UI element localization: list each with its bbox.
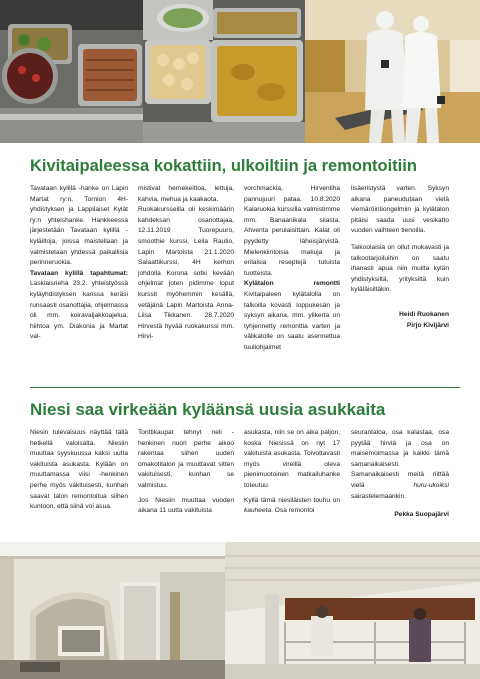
ceiling-renovation-photo bbox=[225, 542, 480, 679]
article-2-col-1-paragraph: Niesin tulevaisuus näyttää tällä hetkellä valoisalta. Niesiin muuttaa syyskuussa kaksi uutta vakituista asukasta. Kylään on muuttamassa viisi -henkinen perhe myös vakituisesti, kunhan saavat talon remontoitua siihen kuntoon, että siinä voi asua. bbox=[30, 429, 128, 511]
article-1-col-1-paragraph-2 bbox=[30, 269, 128, 343]
article-2-column-1 bbox=[30, 428, 128, 532]
article-2-column-4 bbox=[351, 428, 449, 532]
subheading-tavataan: Tavataan kylillä tapahtumat: bbox=[30, 269, 128, 277]
article-1-col-2-paragraph: mistivat hernekeittoa, lettuja, kahvia, mehua ja kaakaota. bbox=[138, 185, 234, 203]
article-2-col-3-text-b: . Osa remontoi bbox=[271, 507, 315, 515]
article-2-col-3-text-a: Kyllä tämä niesiläisten touhu on bbox=[244, 496, 340, 504]
article-2-col-2-paragraph-2: Jos Niesiin muuttaa vuoden aikana 11 uutta vakituista bbox=[138, 496, 234, 515]
article-2-col-2-paragraph: Tonttikaupat tehnyt neli -henkinen nuori perhe aikoo rakentaa siihen uuden omakotitalon ja muuttavat sitten vakituisesti, kunhan se valmistuu. bbox=[138, 429, 234, 489]
article-1-col-3-paragraph: vorchmackia, Hirvenliha pannujuuri pataa. 10.8.2020 Kalaruokia kurssilla valmistimme mm. Banaanikala siiasta, Ahventa perulaisittain. Kalat oli pyydetty läheisjärvistä. Mielenkiintoisia makuja ja erilaisia reseptejä tutuista tuotteista. bbox=[244, 185, 340, 277]
article-1-column-2 bbox=[138, 184, 234, 378]
article-2-col-4-paragraph bbox=[351, 428, 449, 502]
article-2-col-4-text-a: seurantaloa, osa kalastaa, osa pyytää hirviä ja osa on maisemoimassa ja kaikki tämä samanaikaisesti. Samanaikaisesti meitä riittää vielä bbox=[351, 429, 449, 489]
article-2-col-3-paragraph: asukasta, niin se on aika paljon, koska Niesissä on nyt 17 vakituista asukasta. Toivottavasti myös vireillä oleva pienimuotoinen matkailuhanke toteutuu. bbox=[244, 429, 340, 489]
article-1-col-1-text: Laskiaisrieha 23.2. yhteistyössä kyläyhdistyksen kanssa keräsi runsaasti osanottajia, ohjelmassa oli mm. koiravaljakkoajelua, hiihtoa ym. Diakonia ja Martat val- bbox=[30, 280, 128, 341]
article-1-col-4-paragraph-2: Talkoolaisia on ollut mukavasti ja talkootarjoiluihin on saatu ihanasti apua niin muilta kylän yhdistyksiltä, yrityksiltä kuin kyläläisiltäkin. bbox=[351, 243, 449, 294]
author-signature-3: Pekka Suopajärvi bbox=[394, 511, 449, 519]
subheading-kylatalon-remontti: Kylätalon remontti bbox=[244, 280, 340, 288]
article-2-column-2 bbox=[138, 428, 234, 532]
article-1-col-2-paragraph-2: Ruokakursseilla oli keskimäärin kahdeksan osanottajaa, 12.11.2019 Tuorepuuro, smoothie kurssi, Leila Rautio, Lapin Martoista 21.1.2020 Salaattikurssi, 4H kerhon johdolla Korona sotki kevään ohjelmat joten pidimme loput kurssit myöhemmin kesällä, vetäjänä Lapin Martoista Anna-Liisa Tikkanen. 28.7.2020 Hirvestä hyvää ruokakurssi mm. Hirvi- bbox=[138, 206, 234, 341]
article-1-column-1 bbox=[30, 184, 128, 378]
article-1-headline: Kivitaipaleessa kokattiin, ulkoiltiin ja remontoitiin bbox=[30, 157, 417, 175]
article-2-column-3 bbox=[244, 428, 340, 532]
article-1-column-4 bbox=[351, 184, 449, 378]
article-divider bbox=[30, 387, 460, 388]
food-trays-photo bbox=[0, 0, 143, 143]
article-2-headline: Niesi saa virkeään kyläänsä uusia asukkaita bbox=[30, 400, 386, 419]
protective-suits-photo bbox=[305, 0, 480, 143]
article-2-col-4-text-b: sairastelemaankin. bbox=[351, 492, 406, 500]
article-1-col-1-paragraph: Tavataan kylillä -hanke on Lapin Martat ry:n, Tornion 4H-yhdistyksen ja Lappilaiset Kylät ry:n yhteishanke. Hankkeessa järjestetään Tavataan kylillä -kyläiltoja, joissa maistellaan ja valmistetaan yhdessä paikallisia perinneruokia. bbox=[30, 185, 128, 267]
article-2-col-3-paragraph-2 bbox=[244, 496, 340, 517]
kitchen-renovation-photo bbox=[0, 542, 225, 679]
author-signature-2: Pirjo Kivijärvi bbox=[406, 321, 449, 329]
article-2-col-4-italic: huru-ukoiksi bbox=[413, 481, 449, 489]
author-signature-1: Heidi Ruokanen bbox=[399, 310, 449, 318]
article-1-col-3-text: Kivitaipaleen kylätalolla on talkoilla kovasti loppukesän ja syksyn aikana, mm. ylikerta on tyhjennetty remonttia varten ja välikatolle on saatu asennettua tuuliohjaimet bbox=[244, 290, 340, 351]
casserole-photo bbox=[143, 0, 305, 143]
article-1-column-3 bbox=[244, 184, 340, 378]
article-2-col-3-italic: kauheeta bbox=[244, 507, 272, 515]
article-1-col-3-paragraph-2 bbox=[244, 279, 340, 353]
article-1-col-4-paragraph: lisäeristystä varten. Syksyn aikana paneudutaan vielä viemäröintiongelmiin ja kylätalon pitäisi saada uusi vesikatto vuoden vaihteen tienoilla. bbox=[351, 185, 449, 235]
